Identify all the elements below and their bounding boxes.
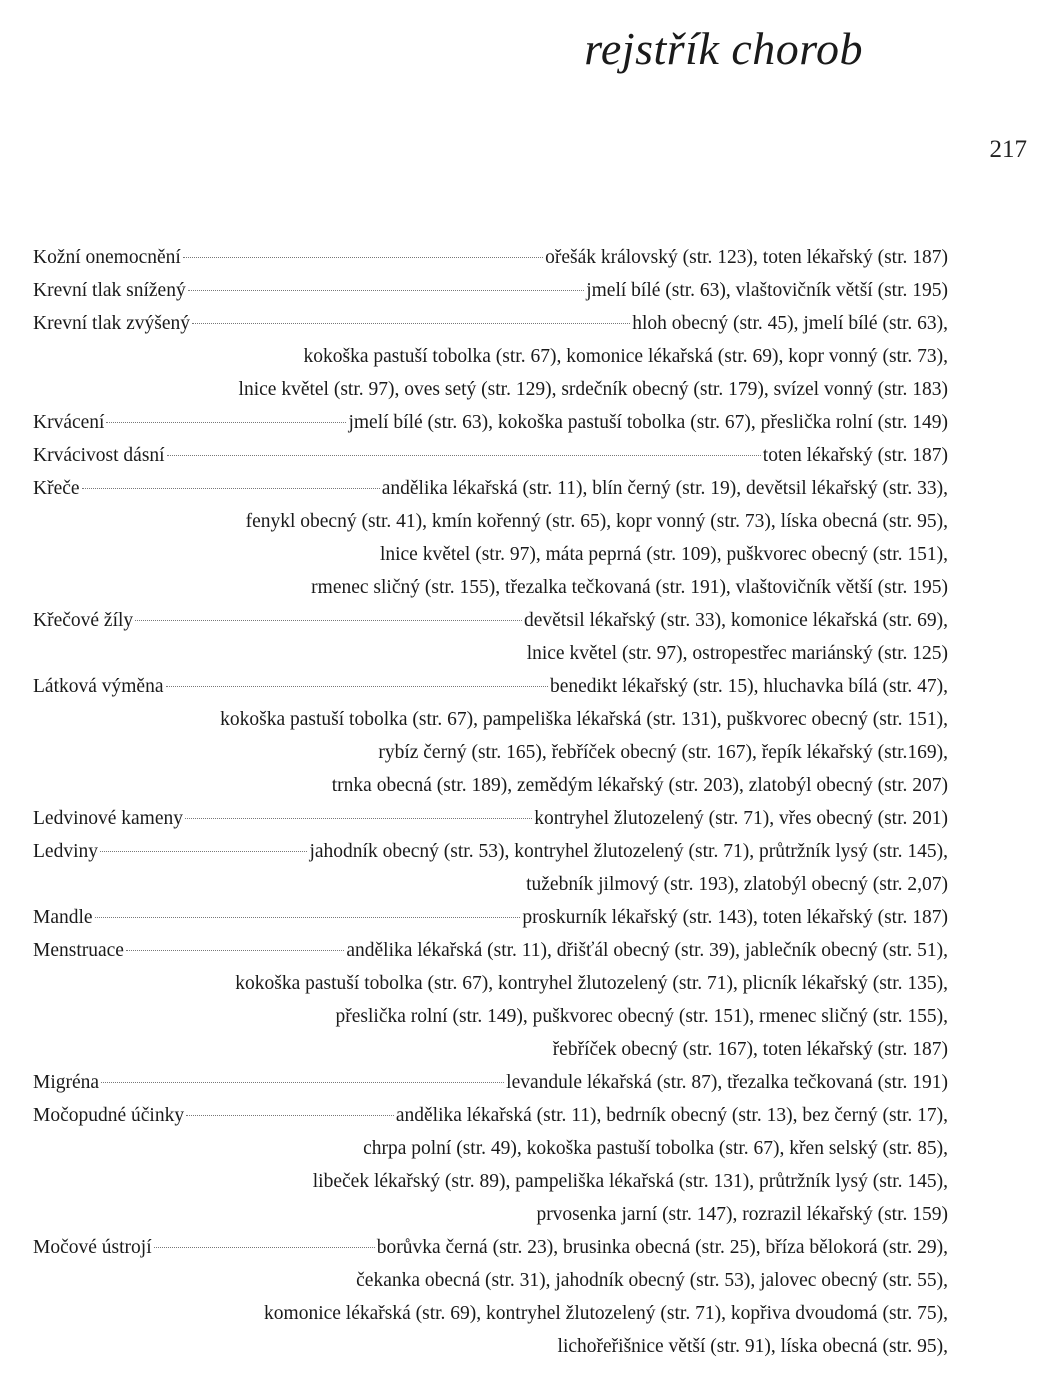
index-continuation-line <box>33 1033 948 1066</box>
index-entry <box>33 835 948 868</box>
dot-leader <box>186 1115 394 1116</box>
index-references: jahodník obecný (str. 53), kontryhel žlutozelený (str. 71), průtržník lysý (str. 145), <box>309 841 948 862</box>
index-references: kokoška pastuší tobolka (str. 67), kontryhel žlutozelený (str. 71), plicník lékařský (str. 135), <box>235 973 948 994</box>
index-references: toten lékařský (str. 187) <box>762 445 948 466</box>
index-references: čekanka obecná (str. 31), jahodník obecný (str. 53), jalovec obecný (str. 55), <box>356 1270 948 1291</box>
index-references: jmelí bílé (str. 63), vlaštovičník větší (str. 195) <box>586 280 948 301</box>
index-references: hloh obecný (str. 45), jmelí bílé (str. 63), <box>632 313 948 334</box>
index-entry <box>33 241 948 274</box>
index-references: devětsil lékařský (str. 33), komonice lékařská (str. 69), <box>523 610 948 631</box>
index-references: andělika lékařská (str. 11), blín černý (str. 19), devětsil lékařský (str. 33), <box>381 478 948 499</box>
dot-leader <box>106 422 346 423</box>
index-entry <box>33 1231 948 1264</box>
index-references: andělika lékařská (str. 11), bedrník obecný (str. 13), bez černý (str. 17), <box>395 1105 948 1126</box>
index-references: lnice květel (str. 97), ostropestřec mariánský (str. 125) <box>526 643 948 664</box>
index-continuation-line <box>33 769 948 802</box>
index-term: Křečové žíly <box>33 610 134 631</box>
dot-leader <box>82 488 380 489</box>
index-continuation-line <box>33 1000 948 1033</box>
index-term: Krevní tlak snížený <box>33 280 186 301</box>
index-entry <box>33 802 948 835</box>
index-continuation-line <box>33 340 948 373</box>
index-references: trnka obecná (str. 189), zemědým lékařský (str. 203), zlatobýl obecný (str. 207) <box>331 775 948 796</box>
dot-leader <box>95 917 521 918</box>
index-continuation-line <box>33 1297 948 1330</box>
index-continuation-line <box>33 703 948 736</box>
index-references: komonice lékařská (str. 69), kontryhel žlutozelený (str. 71), kopřiva dvoudomá (str. 75), <box>264 1303 948 1324</box>
index-term: Kožní onemocnění <box>33 247 181 268</box>
index-continuation-line <box>33 505 948 538</box>
dot-leader <box>135 620 522 621</box>
index-references: kokoška pastuší tobolka (str. 67), pampeliška lékařská (str. 131), puškvorec obecný (str. 151), <box>220 709 948 730</box>
index-references: borůvka černá (str. 23), brusinka obecná (str. 25), bříza bělokorá (str. 29), <box>376 1237 948 1258</box>
index-references: fenykl obecný (str. 41), kmín kořenný (str. 65), kopr vonný (str. 73), líska obecná (str. 95), <box>245 511 948 532</box>
index-continuation-line <box>33 571 948 604</box>
index-entry <box>33 604 948 637</box>
dot-leader <box>188 290 584 291</box>
index-references: prvosenka jarní (str. 147), rozrazil lékařský (str. 159) <box>536 1204 948 1225</box>
index-references: lnice květel (str. 97), oves setý (str. 129), srdečník obecný (str. 179), svízel vonný (str. 183) <box>238 379 948 400</box>
index-references: jmelí bílé (str. 63), kokoška pastuší tobolka (str. 67), přeslička rolní (str. 149) <box>348 412 948 433</box>
index-references: benedikt lékařský (str. 15), hluchavka bílá (str. 47), <box>549 676 948 697</box>
index-continuation-line <box>33 967 948 1000</box>
index-references: chrpa polní (str. 49), kokoška pastuší tobolka (str. 67), křen selský (str. 85), <box>363 1138 948 1159</box>
dot-leader <box>192 323 630 324</box>
index-term: Křeče <box>33 478 80 499</box>
index-references: rmenec sličný (str. 155), třezalka tečkovaná (str. 191), vlaštovičník větší (str. 195) <box>311 577 948 598</box>
index-continuation-line <box>33 1132 948 1165</box>
index-references: kontryhel žlutozelený (str. 71), vřes obecný (str. 201) <box>534 808 948 829</box>
index-references: andělika lékařská (str. 11), dřišťál obecný (str. 39), jablečník obecný (str. 51), <box>346 940 948 961</box>
index-entry <box>33 439 948 472</box>
index-entry <box>33 670 948 703</box>
dot-leader <box>100 851 308 852</box>
index-continuation-line <box>33 1330 948 1363</box>
index-term: Menstruace <box>33 940 124 961</box>
index-continuation-line <box>33 1198 948 1231</box>
index-term: Krevní tlak zvýšený <box>33 313 191 334</box>
index-references: ořešák královský (str. 123), toten lékařský (str. 187) <box>545 247 948 268</box>
index-term: Migréna <box>33 1072 100 1093</box>
dot-leader <box>166 686 548 687</box>
index-entry <box>33 406 948 439</box>
index-references: lnice květel (str. 97), máta peprná (str. 109), puškvorec obecný (str. 151), <box>379 544 948 565</box>
index-entry <box>33 307 948 340</box>
dot-leader <box>154 1247 375 1248</box>
disease-index <box>33 241 948 1363</box>
index-references: levandule lékařská (str. 87), třezalka tečkovaná (str. 191) <box>506 1072 948 1093</box>
index-continuation-line <box>33 1264 948 1297</box>
index-references: přeslička rolní (str. 149), puškvorec obecný (str. 151), rmenec sličný (str. 155), <box>335 1006 948 1027</box>
dot-leader <box>101 1082 504 1083</box>
index-entry <box>33 274 948 307</box>
index-entry <box>33 901 948 934</box>
index-continuation-line <box>33 538 948 571</box>
index-term: Močopudné účinky <box>33 1105 185 1126</box>
index-continuation-line <box>33 373 948 406</box>
index-continuation-line <box>33 736 948 769</box>
index-references: lichořeřišnice větší (str. 91), líska obecná (str. 95), <box>557 1336 948 1357</box>
index-references: rybíz černý (str. 165), řebříček obecný (str. 167), řepík lékařský (str.169), <box>378 742 948 763</box>
index-continuation-line <box>33 637 948 670</box>
index-references: tužebník jilmový (str. 193), zlatobýl obecný (str. 2,07) <box>526 874 948 895</box>
index-continuation-line <box>33 1165 948 1198</box>
index-entry <box>33 1066 948 1099</box>
index-term: Krvácení <box>33 412 105 433</box>
index-term: Ledviny <box>33 841 98 862</box>
index-entry <box>33 934 948 967</box>
index-references: libeček lékařský (str. 89), pampeliška lékařská (str. 131), průtržník lysý (str. 145), <box>312 1171 948 1192</box>
index-entry <box>33 472 948 505</box>
dot-leader <box>167 455 761 456</box>
index-term: Mandle <box>33 907 93 928</box>
index-references: kokoška pastuší tobolka (str. 67), komonice lékařská (str. 69), kopr vonný (str. 73), <box>303 346 948 367</box>
dot-leader <box>126 950 344 951</box>
index-continuation-line <box>33 868 948 901</box>
page-number: 217 <box>989 136 1027 163</box>
index-term: Látková výměna <box>33 676 164 697</box>
index-term: Ledvinové kameny <box>33 808 183 829</box>
index-term: Močové ústrojí <box>33 1237 152 1258</box>
section-title: rejstřík chorob <box>584 23 863 74</box>
index-entry <box>33 1099 948 1132</box>
dot-leader <box>183 257 543 258</box>
index-references: proskurník lékařský (str. 143), toten lékařský (str. 187) <box>522 907 948 928</box>
index-references: řebříček obecný (str. 167), toten lékařský (str. 187) <box>552 1039 948 1060</box>
index-term: Krvácivost dásní <box>33 445 165 466</box>
dot-leader <box>185 818 532 819</box>
